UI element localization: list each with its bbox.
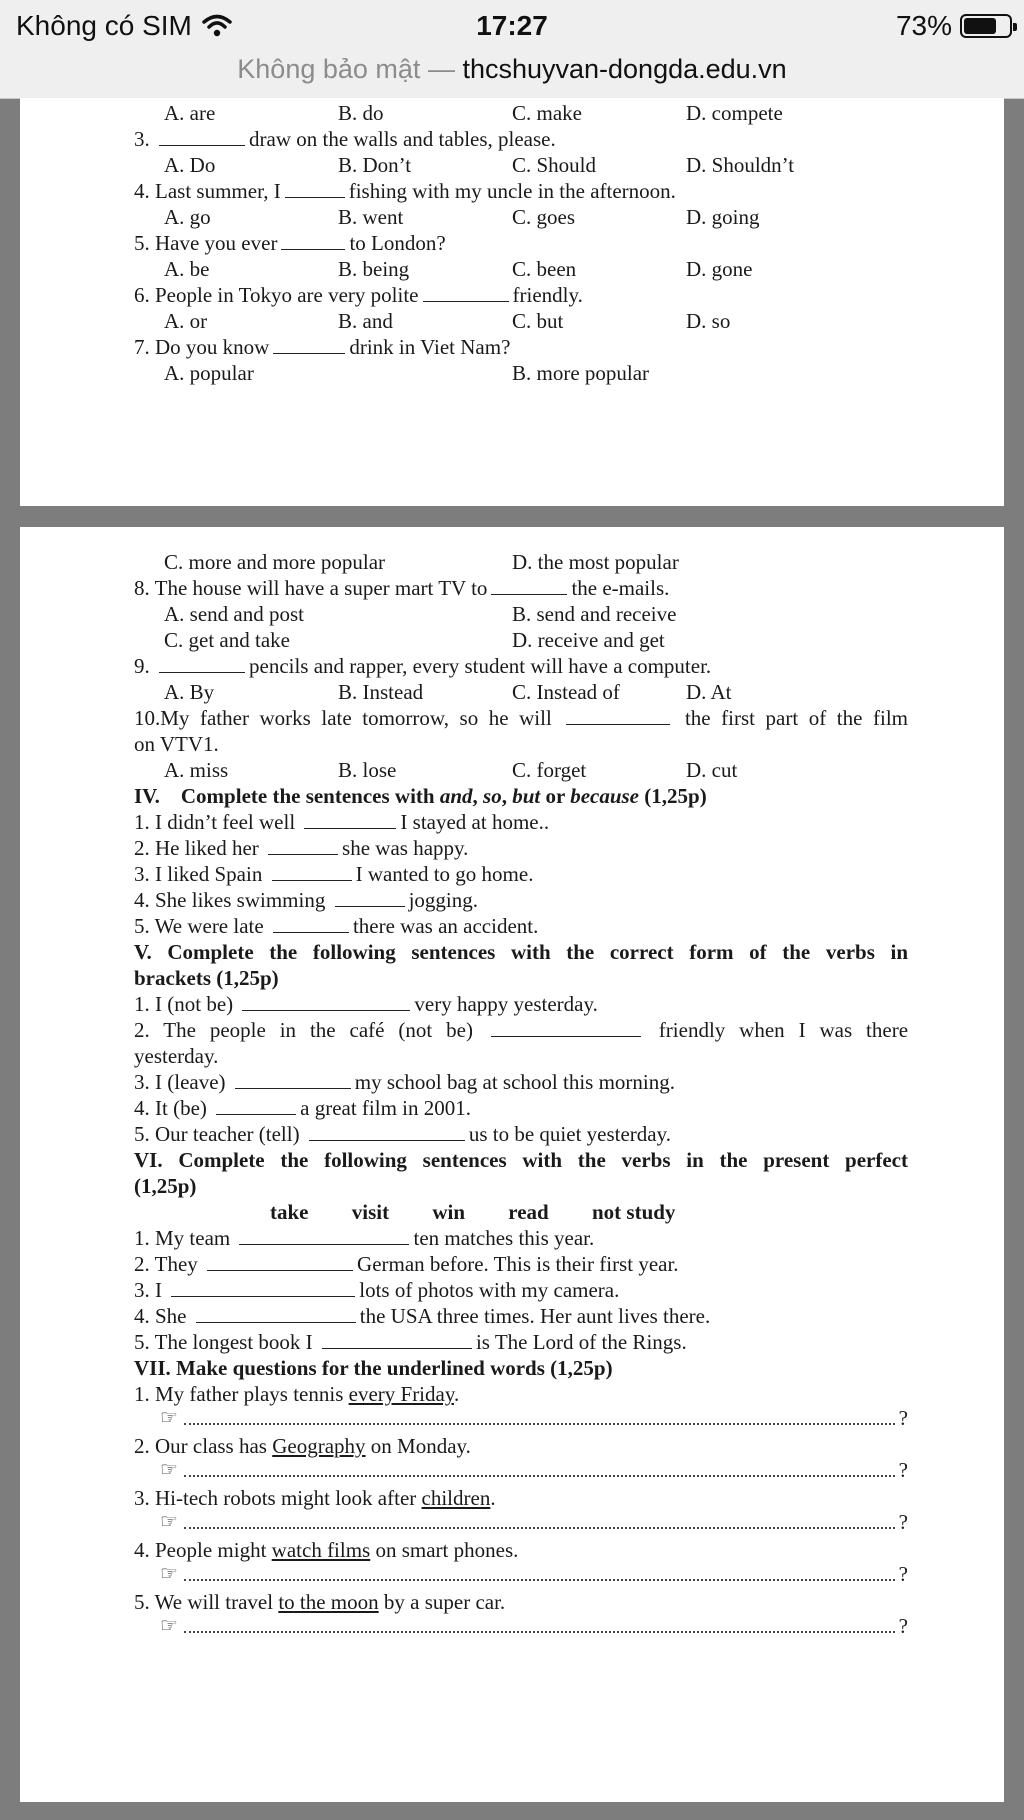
word-bank-item: read [508,1200,549,1224]
document-page-2 [20,527,1004,1802]
section-5-title: V. Complete the following sentences with the correct form of the verbs in [134,940,908,964]
question-4: 4. Last summer, I fishing with my uncle in the afternoon. [134,179,676,203]
option: A. By [164,680,215,704]
option: C. more and more popular [164,550,386,574]
document-page-1 [20,98,1004,506]
list-item: 3. Hi-tech robots might look after children. [134,1486,496,1510]
battery-icon [960,14,1012,38]
answer-line[interactable]: ☞ ? [160,1562,908,1586]
list-item: 2. Our class has Geography on Monday. [134,1434,471,1458]
pointing-hand-icon: ☞ [160,1407,178,1429]
carrier-label: Không có SIM [16,10,192,41]
list-item: 5. Our teacher (tell) us to be quiet yesterday. [134,1122,672,1146]
option: B. lose [338,758,397,782]
section-7-title: VII. Make questions for the underlined words (1,25p) [134,1356,613,1380]
option: C. make [512,101,582,125]
option: B. and [338,309,393,333]
list-item: 5. We will travel to the moon by a super car. [134,1590,506,1614]
option: D. At [686,680,732,704]
answer-line[interactable]: ☞ ? [160,1458,908,1482]
question-8: 8. The house will have a super mart TV to the e-mails. [134,576,670,600]
section-6-title: VI. Complete the following sentences with the verbs in the present perfect [134,1148,908,1172]
option: D. Shouldn’t [686,153,795,177]
option: C. forget [512,758,587,782]
option: C. but [512,309,564,333]
section-6-title-cont: (1,25p) [134,1174,197,1198]
option: C. Instead of [512,680,620,704]
list-item: 1. I didn’t feel well I stayed at home.. [134,810,550,834]
option: C. Should [512,153,597,177]
url-domain: thcshuyvan-dongda.edu.vn [462,54,787,84]
option: A. go [164,205,211,229]
list-item: 3. I (leave) my school bag at school this morning. [134,1070,676,1094]
list-item: 1. My father plays tennis every Friday. [134,1382,460,1406]
option: B. do [338,101,384,125]
option: B. Instead [338,680,424,704]
pointing-hand-icon: ☞ [160,1563,178,1585]
option: A. Do [164,153,216,177]
list-item: 3. I lots of photos with my camera. [134,1278,620,1302]
option: A. or [164,309,208,333]
question-9: 9. pencils and rapper, every student will have a computer. [134,654,712,678]
list-item-cont: yesterday. [134,1044,219,1068]
pointing-hand-icon: ☞ [160,1511,178,1533]
list-item: 3. I liked Spain I wanted to go home. [134,862,534,886]
security-label: Không bảo mật [237,54,421,84]
list-item: 2. He liked her she was happy. [134,836,469,860]
option: B. more popular [512,361,650,385]
option: D. the most popular [512,550,679,574]
option: A. miss [164,758,229,782]
list-item: 2. They German before. This is their first year. [134,1252,679,1276]
question-7: 7. Do you know drink in Viet Nam? [134,335,511,359]
question-6: 6. People in Tokyo are very polite friendly. [134,283,583,307]
option: D. gone [686,257,753,281]
pointing-hand-icon: ☞ [160,1459,178,1481]
battery-percent: 73% [895,10,952,41]
list-item: 5. We were late there was an accident. [134,914,539,938]
list-item: 1. My team ten matches this year. [134,1226,595,1250]
url-separator: — [427,54,455,84]
option: D. so [686,309,731,333]
battery-status [896,10,1012,42]
question-10: 10.My father works late tomorrow, so he will the first part of the film [134,706,909,730]
word-bank-item: take [270,1200,309,1224]
word-bank-item: visit [351,1200,390,1224]
word-bank-item: not study [591,1200,676,1224]
pointing-hand-icon: ☞ [160,1615,178,1637]
option: A. send and post [164,602,304,626]
address-bar[interactable] [0,52,1024,99]
list-item: 5. The longest book I is The Lord of the Rings. [134,1330,687,1354]
option: B. send and receive [512,602,677,626]
list-item: 1. I (not be) very happy yesterday. [134,992,598,1016]
option: A. are [164,101,216,125]
battery-level [964,18,996,34]
list-item: 4. She the USA three times. Her aunt lives there. [134,1304,711,1328]
option: D. compete [686,101,783,125]
option: C. goes [512,205,575,229]
option: C. been [512,257,577,281]
option: B. being [338,257,410,281]
option: D. cut [686,758,738,782]
list-item: 2. The people in the café (not be) friendly when I was there [134,1018,909,1042]
word-bank [270,1199,713,1225]
answer-line[interactable]: ☞ ? [160,1406,908,1430]
option: D. receive and get [512,628,665,652]
option: D. going [686,205,760,229]
question-3: 3. draw on the walls and tables, please. [134,127,556,151]
list-item: 4. It (be) a great film in 2001. [134,1096,472,1120]
section-4-title: IV. Complete the sentences with and, so, but or because (1,25p) [134,784,707,808]
list-item: 4. She likes swimming jogging. [134,888,479,912]
option: C. get and take [164,628,290,652]
answer-line[interactable]: ☞ ? [160,1614,908,1638]
question-10-cont: on VTV1. [134,732,219,756]
section-5-title-cont: brackets (1,25p) [134,966,279,990]
option: A. be [164,257,210,281]
option: B. Don’t [338,153,412,177]
option: B. went [338,205,404,229]
list-item: 4. People might watch films on smart phones. [134,1538,519,1562]
answer-line[interactable]: ☞ ? [160,1510,908,1534]
option: A. popular [164,361,254,385]
clock: 17:27 [476,10,548,41]
word-bank-item: win [432,1200,466,1224]
status-bar [0,0,1024,52]
question-5: 5. Have you ever to London? [134,231,446,255]
